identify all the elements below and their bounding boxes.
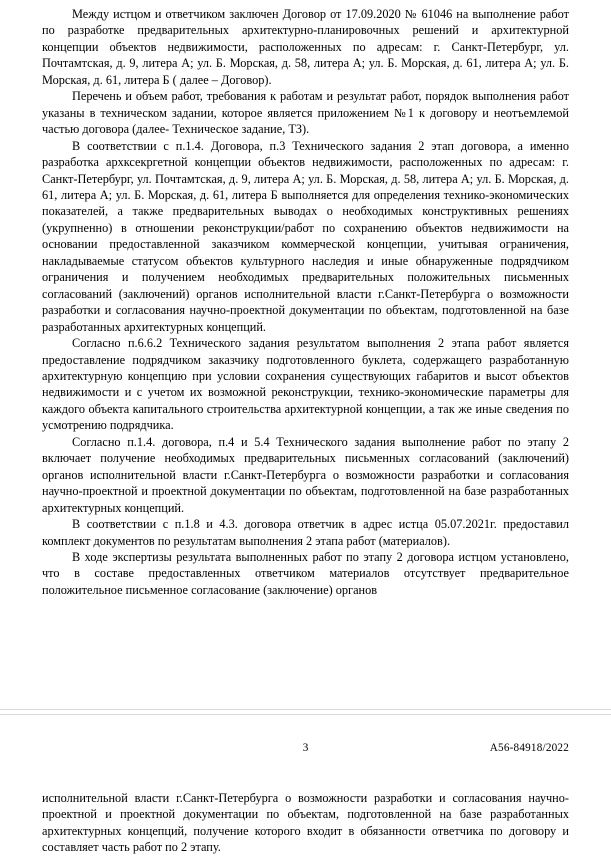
page-divider-top — [0, 709, 611, 710]
paragraph: В ходе экспертизы результата выполненных работ по этапу 2 договора истцом установлено, что в составе предоставленных ответчиком материалов отсутствует предварительное положительное письменное согласование (заключение) органов — [42, 549, 569, 597]
page-number: 3 — [302, 742, 309, 754]
page-body-bottom — [0, 790, 611, 856]
paragraph: В соответствии с п.1.4. Договора, п.3 Технического задания 2 этап договора, а именно разработка архксекргетной концепции объектов недвижимости, расположенных по адресам: г. Санкт-Петербург, ул. Почтамтская, д. 9, литера А; ул. Б. Морская, д. 58, литера А; ул. Б. Морская, д. 61, литера А; ул. Б. Морская, д. 61, литера Б выполняется для определения технико-экономических показателей, а также предварительных выводах о необходимых конструктивных решениях (укрупненно) в отношении реконструкции/работ по сохранению объектов недвижимости на основании предоставленной заказчиком коммерческой концепции, учитывая ограничения, накладываемые статусом объектов культурного наследия и иные обнаруженные подрядчиком ограничения и получением необходимых предварительных положительных письменных согласований (заключений) органов исполнительной власти г.Санкт-Петербурга о возможности разработки и согласования научно-проектной документации по объектам, подготовленной на базе разработанных архитектурных концепций. — [42, 138, 569, 334]
paragraph: исполнительной власти г.Санкт-Петербурга о возможности разработки и согласования научно-проектной и проектной документации по объектам, подготовленной на базе разработанных архитектурных концепций, получение которого входит в обязанности ответчика по договору и составляет часть работ по 2 этапу. — [42, 791, 569, 855]
paragraph: Согласно п.6.6.2 Технического задания результатом выполнения 2 этапа работ является предоставление подрядчиком заказчику подготовленного буклета, содержащего разработанную архитектурную концепцию при условии сохранения существующих габаритов и высот объектов недвижимости и с учетом их возможной реконструкции, технико-экономические параметры для каждого объекта капитального строительства архитектурной концепции, а так же иные сведения по усмотрению подрядчика. — [42, 336, 569, 433]
page-footer — [0, 742, 611, 758]
paragraph: Согласно п.1.4. договора, п.4 и 5.4 Технического задания выполнение работ по этапу 2 включает получение необходимых предварительных письменных согласований (заключений) органов исполнительной власти г.Санкт-Петербурга о возможности разработки и согласования научно-проектной и проектной документации по объектам, подготовленной на базе разработанных архитектурных концепций. — [42, 434, 569, 515]
case-number: А56-84918/2022 — [489, 742, 569, 754]
paragraph: Перечень и объем работ, требования к работам и результат работ, порядок выполнения работ указаны в техническом задании, которое является приложением №1 к договору и неотъемлемой частью договора (далее- Техническое задание, ТЗ). — [42, 89, 569, 137]
paragraph: В соответствии с п.1.8 и 4.3. договора ответчик в адрес истца 05.07.2021г. предоставил комплект документов по результатам выполнения 2 этапа работ (материалов). — [42, 517, 569, 548]
paragraph: Между истцом и ответчиком заключен Договор от 17.09.2020 № 61046 на выполнение работ по разработке предварительных архитектурно-планировочных решений и архитектурной концепции объектов недвижимости, расположенных по адресам: г. Санкт-Петербург, ул. Почтамтская, д. 9, литера А; ул. Б. Морская, д. 58, литера А; ул. Б. Морская, д. 61, литера А; ул. Б. Морская, д. 61, литера Б ( далее – Договор). — [42, 7, 569, 87]
page-divider-bottom — [0, 714, 611, 715]
